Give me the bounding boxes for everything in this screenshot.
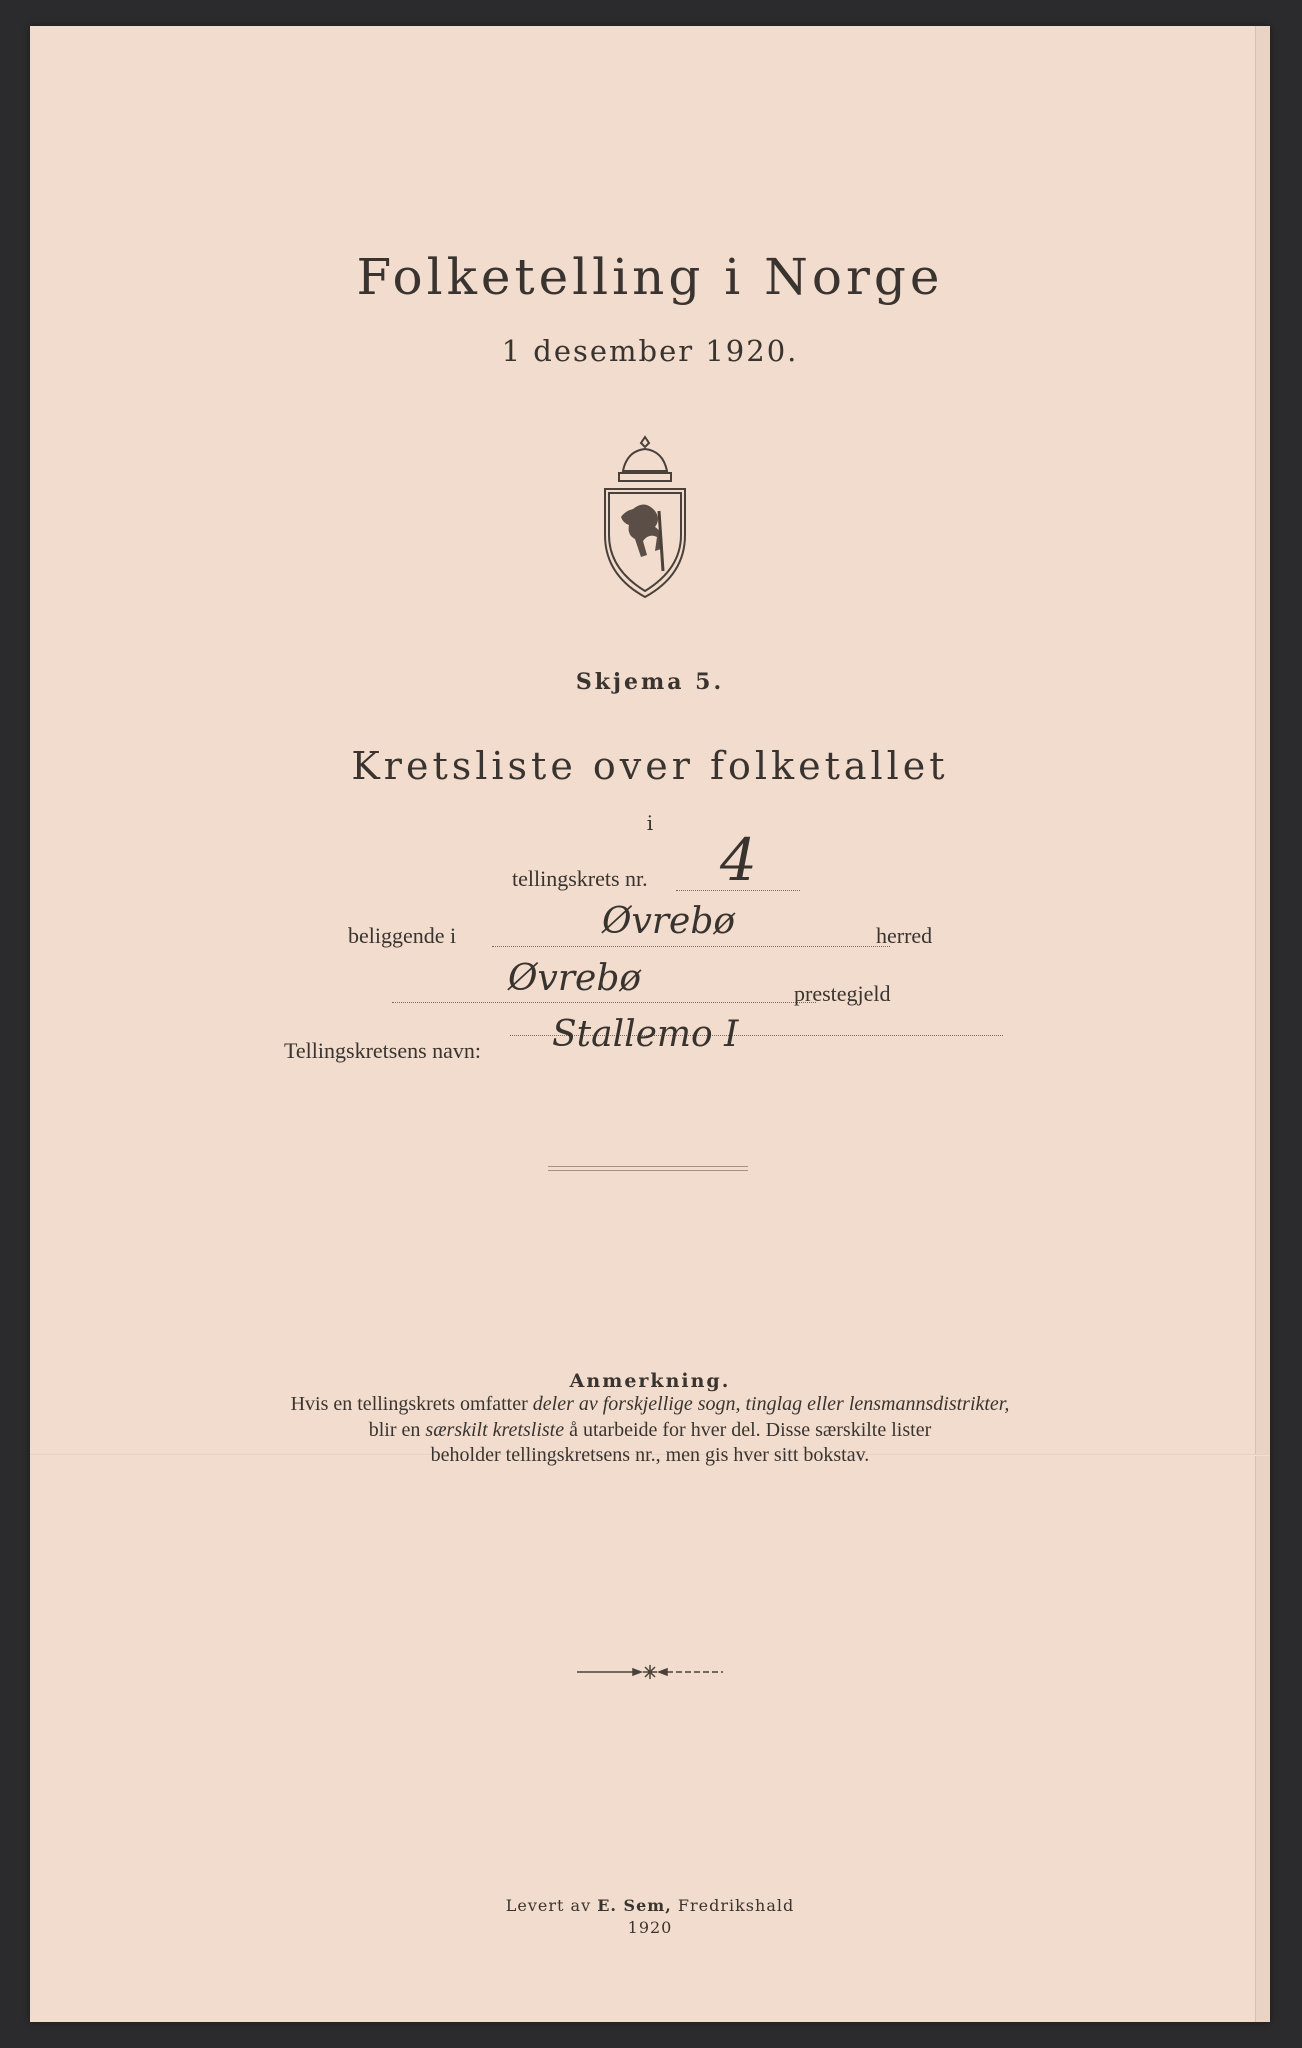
krets-number-field: 4 [720,826,757,894]
note-title: Anmerkning. [569,1370,731,1392]
prestegjeld-label: prestegjeld [794,981,891,1006]
schema-number: Skjema 5. [575,669,725,695]
note-line-1-text: Hvis en tellingskrets omfatter [290,1393,533,1415]
divider-rule [548,1166,748,1171]
printer-name: E. Sem, [597,1896,672,1915]
prestegjeld-field-line [392,1002,816,1003]
note-line-2-text-a: blir en [368,1419,426,1441]
beliggende-label: beliggende i [348,923,457,948]
prestegjeld-field: Øvrebø [508,958,642,999]
printer-place: Fredrikshald [671,1896,795,1915]
navn-field: Stallemo I [552,1014,739,1055]
printer-credit [30,1896,1270,1915]
ornament-divider-icon [575,1662,725,1682]
form-heading: Kretsliste over folketallet [351,744,949,788]
note-line-2 [30,1419,1270,1442]
printer-year: 1920 [627,1918,673,1937]
census-form-page [30,26,1270,2022]
navn-label: Tellingskretsens navn: [284,1038,482,1063]
document-date: 1 desember 1920. [501,334,799,368]
herred-label: herred [876,923,933,948]
document-title: Folketelling i Norge [356,248,944,306]
krets-label: tellingskrets nr. [512,866,648,891]
page-edge [1255,26,1270,2022]
norwegian-coat-of-arms-icon [595,431,695,603]
note-line-2-italic: særskilt kretsliste [425,1419,565,1441]
preposition-i: i [646,811,654,835]
note-line-1 [30,1393,1270,1416]
herred-field-line [492,946,890,947]
printer-prefix: Levert av [505,1896,598,1915]
note-line-3: beholder tellingskretsens nr., men gis hver sitt bokstav. [430,1444,870,1466]
herred-field: Øvrebø [602,901,736,942]
note-line-2-text-b: å utarbeide for hver del. Disse særskilte lister [564,1419,932,1441]
note-line-1-italic: deler av forskjellige sogn, tinglag eller lensmannsdistrikter, [532,1393,1010,1415]
